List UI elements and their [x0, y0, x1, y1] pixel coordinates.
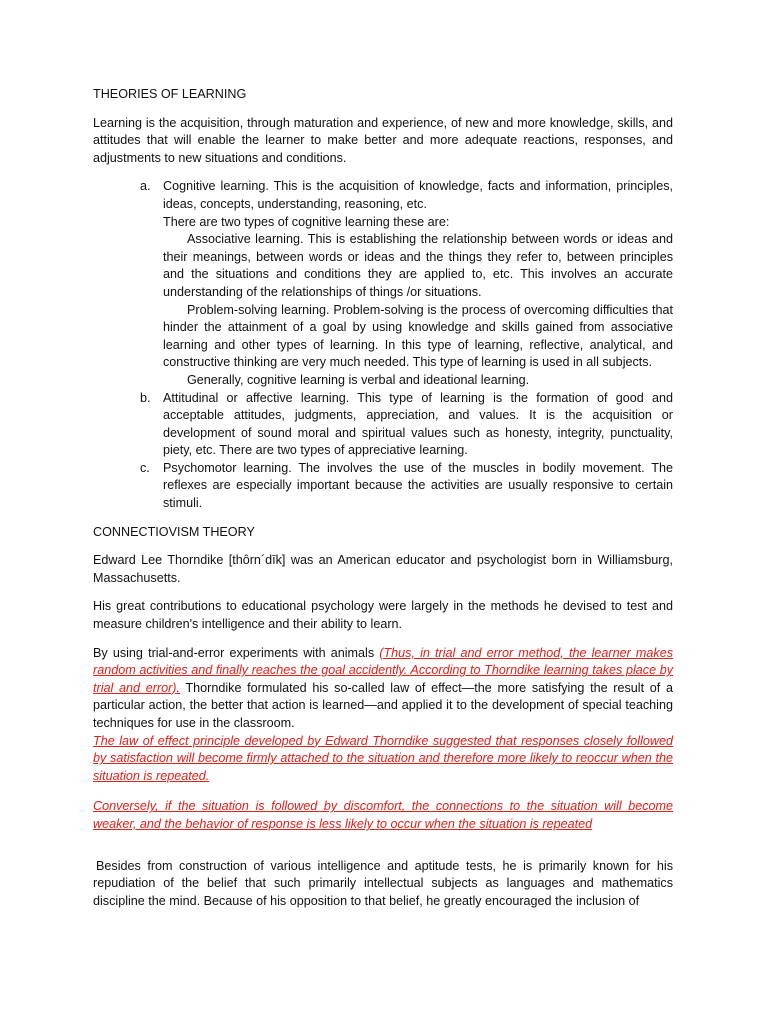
cognitive-summary: Generally, cognitive learning is verbal and ideational learning. [187, 372, 530, 387]
list-marker: a. [140, 179, 151, 194]
trial-error-paragraph [93, 645, 673, 733]
document-title: THEORIES OF LEARNING [93, 87, 247, 101]
spacer [93, 785, 673, 798]
list-marker: c. [140, 460, 150, 475]
trial-text-after: Thorndike formulated his so-called law of effect—the more satisfying the result of a particular action, the better that action is learned—and applied it to the development of special teaching techniques for use in the classroom. [93, 680, 673, 730]
psychomotor-definition: Psychomotor learning. The involves the use of the muscles in bodily movement. The reflexes are especially important because the activities are usually responsive to certain stimuli. [163, 460, 673, 511]
document-body [93, 86, 673, 910]
attitudinal-definition: Attitudinal or affective learning. This type of learning is the formation of good and acceptable attitudes, judgments, appreciation, and values. It is the acquisition or development of sound moral and spiritual values such as honesty, integrity, punctuality, piety, etc. There are two types of appreciative learning. [163, 390, 673, 458]
cognitive-definition: Cognitive learning. This is the acquisition of knowledge, facts and information, principles, ideas, concepts, understanding, reasoning, etc. [163, 179, 673, 211]
list-marker: b. [140, 390, 151, 405]
cognitive-types-intro: There are two types of cognitive learning these are: [163, 214, 450, 229]
list-item-cognitive [93, 178, 673, 389]
problem-solving-learning: Problem-solving learning. Problem-solving is the process of overcoming difficulties that hinder the attainment of a goal by using knowledge and skills gained from associative learning and other types of learning. In this type of learning, reflective, analytical, and constructive thinking are very much needed. This type of learning is used in all subjects. [163, 302, 673, 370]
thorndike-intro: Edward Lee Thorndike [thôrn´dīk] was an American educator and psychologist born in Williamsburg, Massachusetts. [93, 553, 673, 585]
trial-text-before: By using trial-and-error experiments with animals [93, 645, 380, 660]
list-item-psychomotor [93, 460, 673, 513]
contributions-paragraph: His great contributions to educational psychology were largely in the methods he devised to test and measure children's intelligence and their ability to learn. [93, 599, 673, 632]
besides-paragraph: Besides from construction of various intelligence and aptitude tests, he is primarily known for his repudiation of the belief that such primarily intellectual subjects as languages and mathematics discipline the mind. Because of his opposition to that belief, he greatly encouraged the inclusion of [93, 858, 673, 908]
law-of-effect-annotation: The law of effect principle developed by Edward Thorndike suggested that responses closely followed by satisfaction will become firmly attached to the situation and therefore more likely to reoccur when the situation is repeated. [93, 733, 673, 783]
spacer [93, 845, 673, 858]
associative-learning: Associative learning. This is establishing the relationship between words or ideas and their meanings, between words or ideas and the things they refer to, between principles and the situations and conditions they are applied to, etc. This involves an accurate understanding of the relationships of things /or situations. [163, 232, 673, 299]
section-title: CONNECTIOVISM THEORY [93, 524, 255, 539]
learning-types-list [93, 178, 673, 512]
trial-red-annotation: (Thus, in trial and error method, the learner makes random activities and finally reaches the goal accidently. According to Thorndike learning takes place by trial and error). [93, 645, 674, 695]
list-item-attitudinal [93, 390, 673, 460]
intro-paragraph: Learning is the acquisition, through maturation and experience, of new and more knowledge, skills, and attitudes that will enable the learner to make better and more adequate reactions, responses, and adjustments to new situations and conditions. [93, 115, 673, 165]
conversely-annotation: Conversely, if the situation is followed by discomfort, the connections to the situation will become weaker, and the behavior of response is less likely to occur when the situation is repeated [93, 799, 673, 831]
